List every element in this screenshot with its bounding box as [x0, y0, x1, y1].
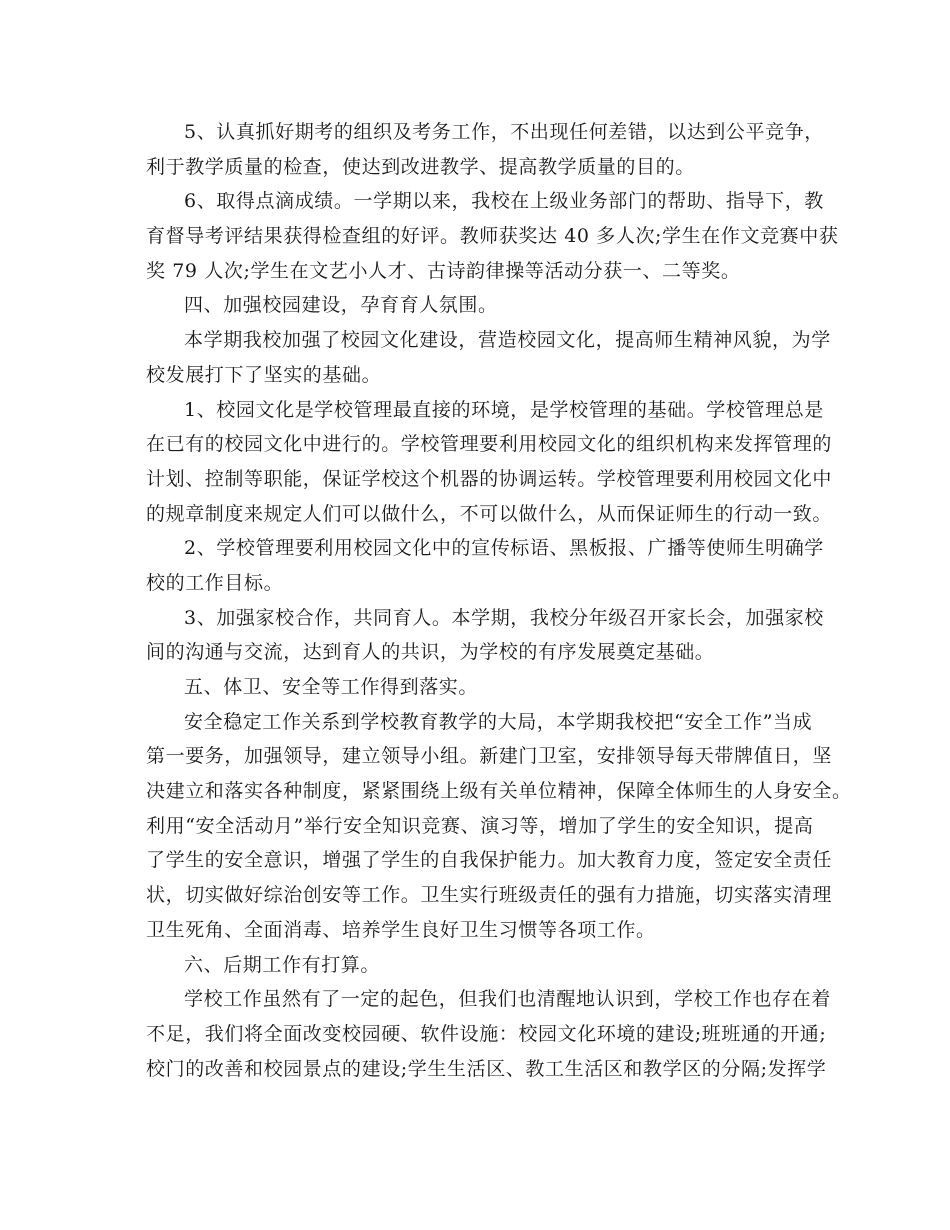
text-line: 了学生的安全意识，增强了学生的自我保护能力。加大教育力度，签定安全责任 [146, 849, 833, 872]
text-line: 六、后期工作有打算。 [184, 953, 381, 976]
text-line: 利于教学质量的检查，使达到改进教学、提高教学质量的目的。 [146, 155, 695, 178]
text-line: 奖 79 人次;学生在文艺小人才、古诗韵律操等活动分获一、二等奖。 [146, 259, 741, 282]
text-line: 6、取得点滴成绩。一学期以来，我校在上级业务部门的帮助、指导下，教 [184, 190, 824, 213]
text-line: 1、校园文化是学校管理最直接的环境，是学校管理的基础。学校管理总是 [184, 398, 824, 421]
text-line: 校门的改善和校园景点的建设;学生生活区、教工生活区和教学区的分隔;发挥学 [146, 1057, 827, 1080]
text-line: 安全稳定工作关系到学校教育教学的大局，本学期我校把“安全工作”当成 [184, 710, 813, 733]
text-line: 校发展打下了坚实的基础。 [146, 363, 382, 386]
text-line: 校的工作目标。 [146, 571, 284, 594]
text-line: 的规章制度来规定人们可以做什么，不可以做什么，从而保证师生的行动一致。 [146, 502, 833, 525]
text-line: 决建立和落实各种制度，紧紧围绕上级有关单位精神，保障全体师生的人身安全。 [146, 780, 852, 803]
text-line: 第一要务，加强领导，建立领导小组。新建门卫室，安排领导每天带牌值日，坚 [146, 745, 833, 768]
text-line: 五、体卫、安全等工作得到落实。 [184, 676, 479, 698]
text-line: 本学期我校加强了校园文化建设，营造校园文化，提高师生精神风貌，为学 [184, 329, 831, 352]
text-line: 3、加强家校合作，共同育人。本学期，我校分年级召开家长会，加强家校 [184, 606, 824, 629]
text-line: 间的沟通与交流，达到育人的共识，为学校的有序发展奠定基础。 [146, 641, 715, 664]
text-line: 2、学校管理要利用校园文化中的宣传标语、黑板报、广播等使师生明确学 [184, 537, 824, 560]
text-line: 育督导考评结果获得检查组的好评。教师获奖达 40 多人次;学生在作文竞赛中获 [146, 225, 839, 248]
document-body [146, 115, 852, 1086]
text-line: 卫生死角、全面消毒、培养学生良好卫生习惯等各项工作。 [146, 918, 656, 941]
text-line: 状，切实做好综治创安等工作。卫生实行班级责任的强有力措施，切实落实清理 [146, 884, 833, 907]
text-line: 5、认真抓好期考的组织及考务工作，不出现任何差错，以达到公平竞争， [184, 121, 824, 143]
text-line: 学校工作虽然有了一定的起色，但我们也清醒地认识到，学校工作也存在着 [184, 988, 831, 1011]
text-line: 在已有的校园文化中进行的。学校管理要利用校园文化的组织机构来发挥管理的 [146, 433, 833, 456]
text-line: 四、加强校园建设，孕育育人氛围。 [184, 294, 498, 317]
text-line: 利用“安全活动月”举行安全知识竞赛、演习等，增加了学生的安全知识，提高 [146, 814, 814, 837]
text-line: 不足，我们将全面改变校园硬、软件设施：校园文化环境的建设;班班通的开通; [146, 1022, 827, 1045]
text-line: 计划、控制等职能，保证学校这个机器的协调运转。学校管理要利用校园文化中 [146, 467, 833, 490]
